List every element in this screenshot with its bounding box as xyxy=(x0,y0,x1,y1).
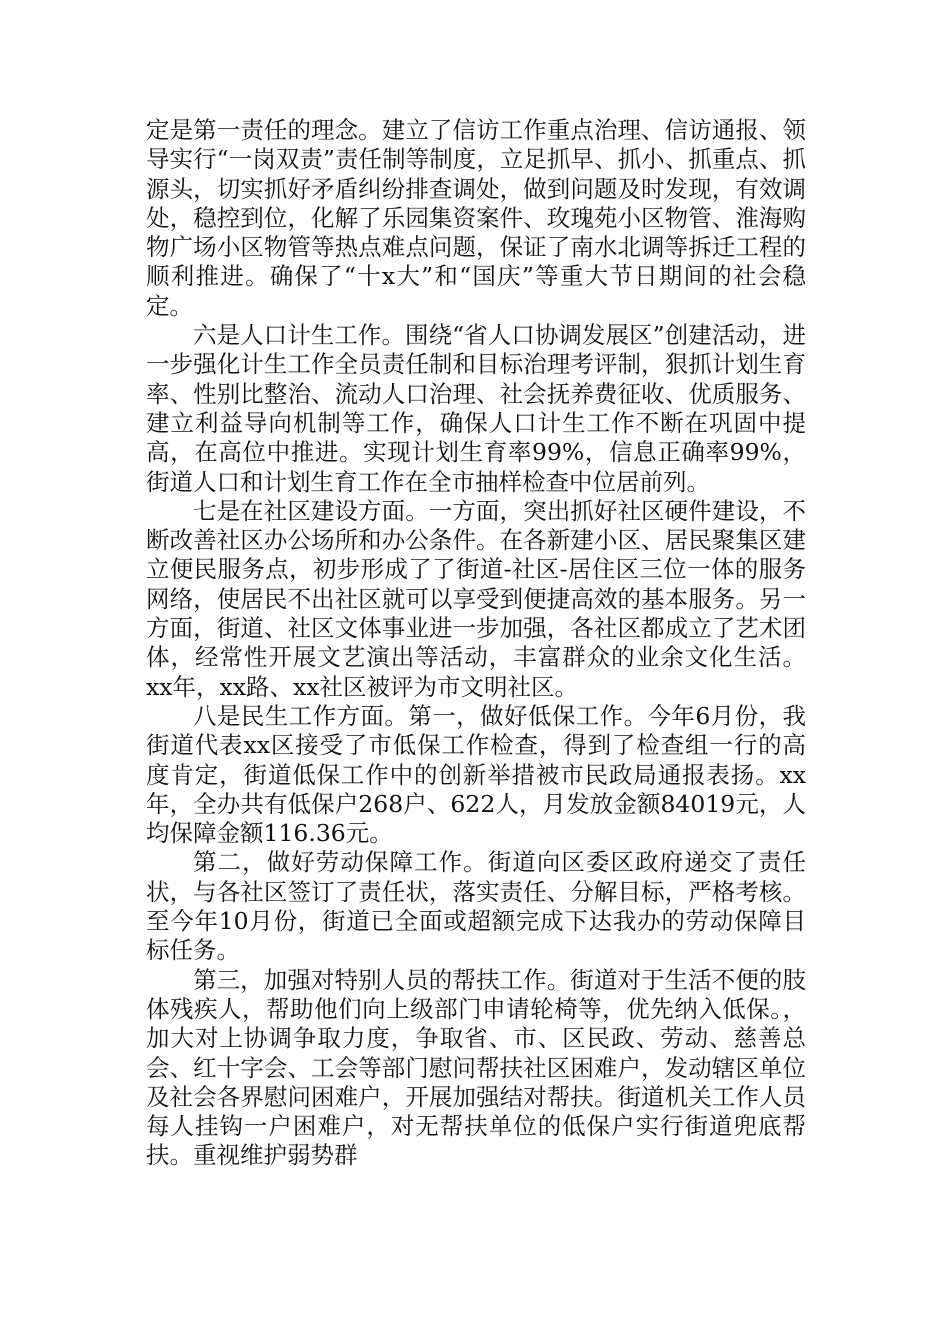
paragraph-livelihood-work: 八是民生工作方面。第一，做好低保工作。今年6月份，我街道代表xx区接受了市低保工作检查，得到了检查组一行的高度肯定，街道低保工作中的创新举措被市民政局通报表扬。xx年，全办共有低保户268户、622人，月发放金额84019元，人均保障金额116.36元。 xyxy=(146,701,806,848)
paragraph-community-building: 七是在社区建设方面。一方面，突出抓好社区硬件建设，不断改善社区办公场所和办公条件。在各新建小区、居民聚集区建立便民服务点，初步形成了了街道-社区-居住区三位一体的服务网络，使居民不出社区就可以享受到便捷高效的基本服务。另一方面，街道、社区文体事业进一步加强，各社区都成立了艺术团体，经常性开展文艺演出等活动，丰富群众的业余文化生活。xx年，xx路、xx社区被评为市文明社区。 xyxy=(146,496,806,701)
paragraph-special-assistance: 第三，加强对特别人员的帮扶工作。街道对于生活不便的肢体残疾人，帮助他们向上级部门申请轮椅等，优先纳入低保。，加大对上协调争取力度，争取省、市、区民政、劳动、慈善总会、红十字会、工会等部门慰问帮扶社区困难户，发动辖区单位及社会各界慰问困难户，开展加强结对帮扶。街道机关工作人员每人挂钩一户困难户，对无帮扶单位的低保户实行街道兜底帮扶。重视维护弱势群 xyxy=(146,965,806,1170)
document-page xyxy=(146,116,806,1171)
paragraph-continued: 定是第一责任的理念。建立了信访工作重点治理、信访通报、领导实行“一岗双责”责任制等制度，立足抓早、抓小、抓重点、抓源头，切实抓好矛盾纠纷排查调处，做到问题及时发现，有效调处，稳控到位，化解了乐园集资案件、玫瑰苑小区物管、淮海购物广场小区物管等热点难点问题，保证了南水北调等拆迁工程的顺利推进。确保了“十x大”和“国庆”等重大节日期间的社会稳定。 xyxy=(146,116,806,320)
paragraph-population-planning: 六是人口计生工作。围绕“省人口协调发展区”创建活动，进一步强化计生工作全员责任制和目标治理考评制，狠抓计划生育率、性别比整治、流动人口治理、社会抚养费征收、优质服务、建立利益导向机制等工作，确保人口计生工作不断在巩固中提高，在高位中推进。实现计划生育率99%，信息正确率99%，街道人口和计划生育工作在全市抽样检查中位居前列。 xyxy=(146,321,806,496)
paragraph-labor-security: 第二，做好劳动保障工作。街道向区委区政府递交了责任状，与各社区签订了责任状，落实责任、分解目标，严格考核。至今年10月份，街道已全面或超额完成下达我办的劳动保障目标任务。 xyxy=(146,848,806,965)
